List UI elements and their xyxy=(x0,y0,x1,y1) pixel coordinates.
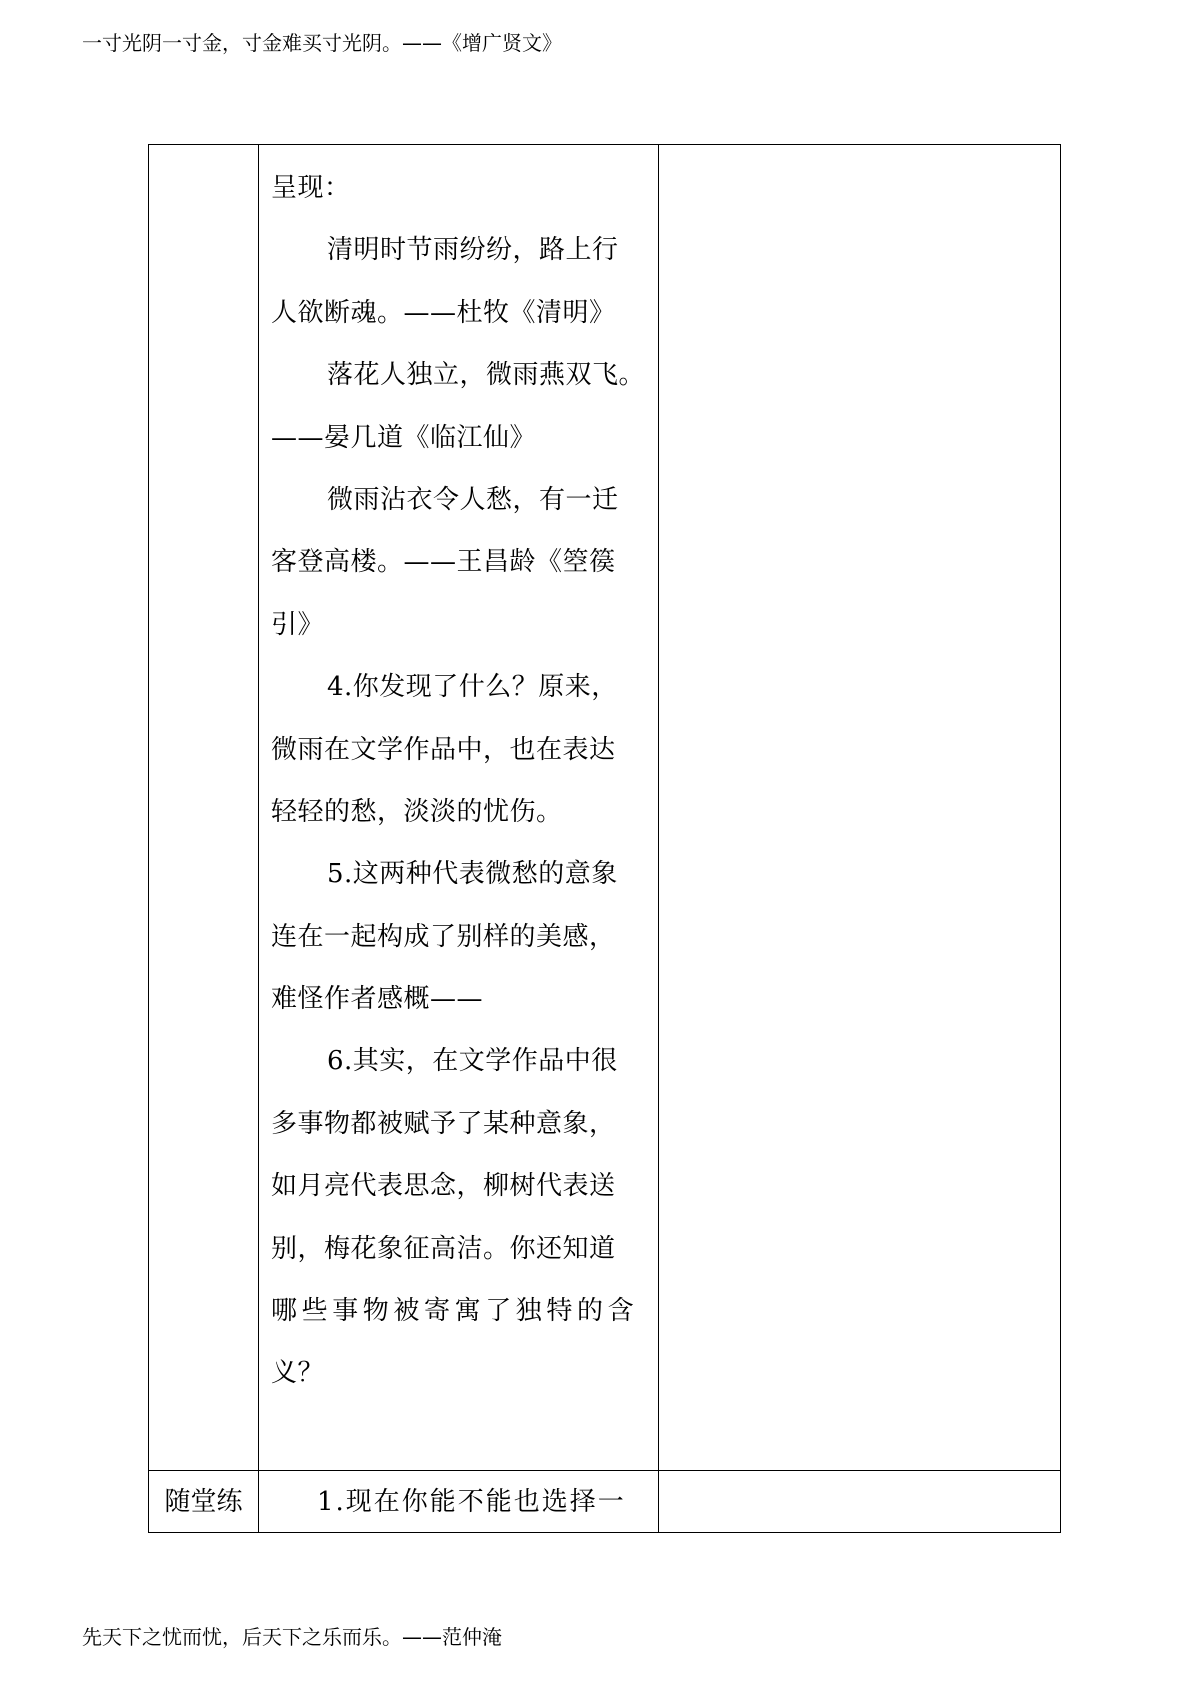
teaching-content-cell xyxy=(259,145,659,1471)
content-line: 落花人独立，微雨燕双飞。 xyxy=(327,360,646,391)
content-line: 微雨沾衣令人愁，有一迁 xyxy=(327,484,619,515)
table-row xyxy=(149,1471,1061,1533)
content-line: 6.其实，在文学作品中很 xyxy=(327,1046,618,1077)
notes-cell xyxy=(659,145,1061,1471)
content-line: 轻轻的愁，淡淡的忧伤。 xyxy=(271,796,563,827)
content-line: 客登高楼。——王昌龄《箜篌 xyxy=(271,547,616,578)
content-line: 如月亮代表思念，柳树代表送 xyxy=(271,1171,616,1202)
row-label-cell: 随堂练 xyxy=(149,1471,259,1533)
teaching-content-cell: 1.现在你能不能也选择一 xyxy=(259,1471,659,1533)
notes-cell xyxy=(659,1471,1061,1533)
content-line: 义？ xyxy=(271,1358,325,1389)
content-line: 人欲断魂。——杜牧《清明》 xyxy=(271,297,616,328)
content-line: 别，梅花象征高洁。你还知道 xyxy=(271,1233,616,1264)
content-line: 多事物都被赋予了某种意象， xyxy=(271,1108,616,1139)
content-line: 连在一起构成了别样的美感， xyxy=(271,921,616,952)
content-line: 哪些事物被寄寓了独特的含 xyxy=(271,1296,639,1327)
footer-quote: 先天下之忧而忧，后天下之乐而乐。——范仲淹 xyxy=(82,1625,502,1649)
header-quote: 一寸光阴一寸金，寸金难买寸光阴。——《增广贤文》 xyxy=(82,31,562,55)
lesson-plan-table xyxy=(148,144,1061,1533)
table-row xyxy=(149,145,1061,1471)
content-line: 呈现： xyxy=(271,173,351,203)
content-line: 微雨在文学作品中，也在表达 xyxy=(271,734,616,765)
content-line: 5.这两种代表微愁的意象 xyxy=(327,859,618,890)
content-line: 难怪作者感概—— xyxy=(271,984,484,1015)
content-line: 4.你发现了什么？原来， xyxy=(327,672,618,703)
row-label-cell xyxy=(149,145,259,1471)
content-line: 清明时节雨纷纷，路上行 xyxy=(327,235,619,266)
content-line: 引》 xyxy=(271,609,325,640)
content-line: ——晏几道《临江仙》 xyxy=(271,422,537,453)
